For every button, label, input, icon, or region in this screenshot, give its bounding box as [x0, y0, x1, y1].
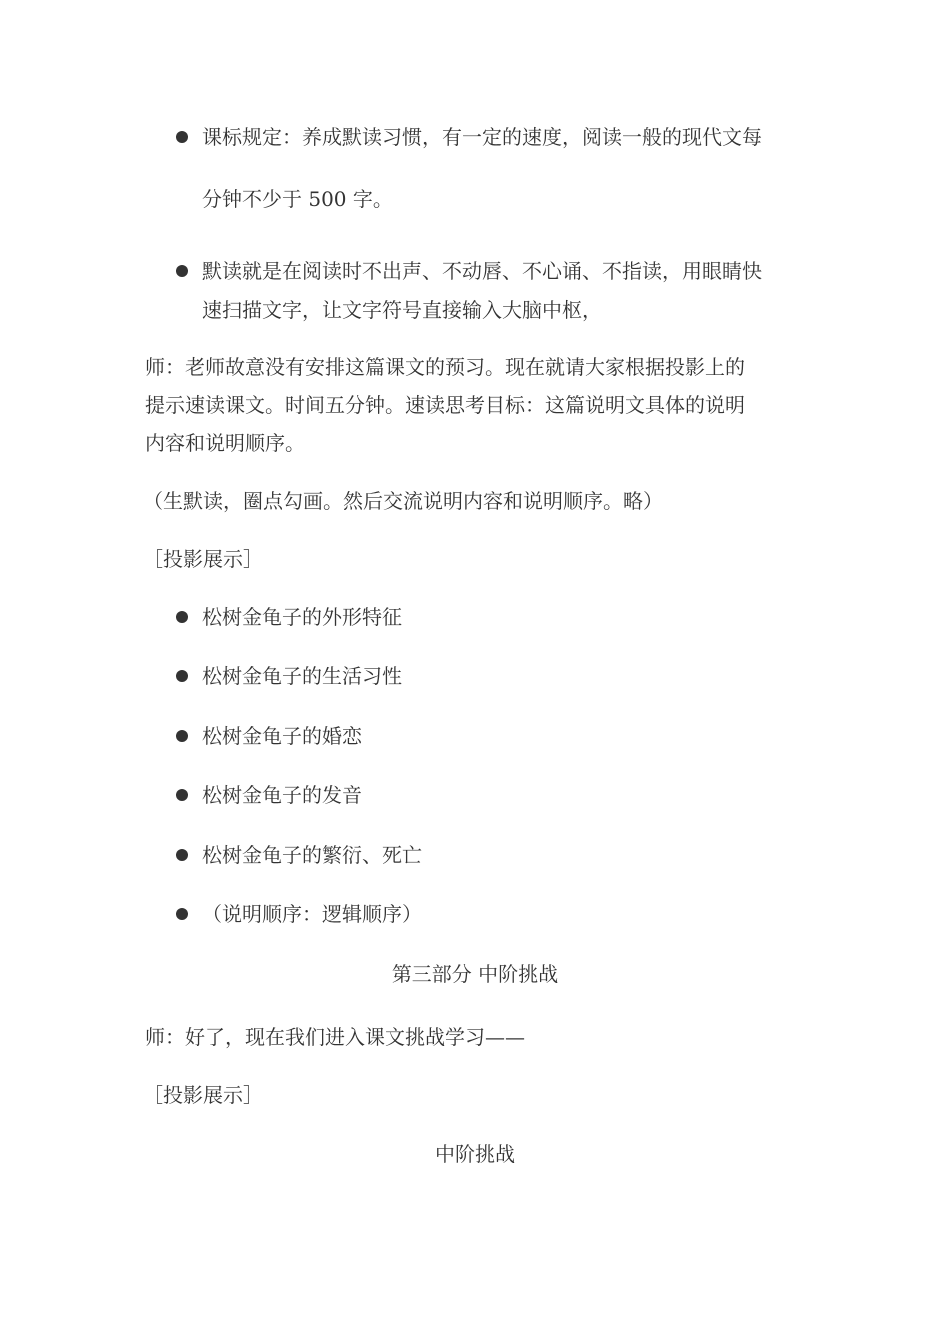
list-item: （说明顺序：逻辑顺序） — [202, 902, 422, 926]
list-item: 松树金龟子的繁衍、死亡 — [202, 843, 422, 867]
list-item: 松树金龟子的外形特征 — [202, 605, 402, 629]
teacher-paragraph-line: 师：老师故意没有安排这篇课文的预习。现在就请大家根据投影上的 — [145, 355, 745, 379]
projection-label: ［投影展示］ — [143, 1083, 263, 1107]
teacher-paragraph-line: 师：好了，现在我们进入课文挑战学习—— — [145, 1025, 525, 1049]
bullet-dot — [176, 265, 188, 277]
section-heading: 第三部分 中阶挑战 — [391, 962, 559, 986]
bullet-dot — [176, 908, 188, 920]
list-item: 松树金龟子的婚恋 — [202, 724, 362, 748]
list-item: 松树金龟子的生活习性 — [202, 664, 402, 688]
bullet-text: 课标规定：养成默读习惯，有一定的速度，阅读一般的现代文每 — [202, 125, 762, 149]
student-note: （生默读，圈点勾画。然后交流说明内容和说明顺序。略） — [143, 489, 663, 513]
sub-heading: 中阶挑战 — [435, 1142, 515, 1166]
bullet-text: 分钟不少于 500 字。 — [202, 187, 393, 211]
bullet-dot — [176, 730, 188, 742]
teacher-paragraph-line: 内容和说明顺序。 — [145, 431, 305, 455]
bullet-dot — [176, 789, 188, 801]
projection-label: ［投影展示］ — [143, 547, 263, 571]
bullet-dot — [176, 611, 188, 623]
bullet-dot — [176, 849, 188, 861]
list-item: 松树金龟子的发音 — [202, 783, 362, 807]
bullet-dot — [176, 670, 188, 682]
bullet-dot — [176, 131, 188, 143]
teacher-paragraph-line: 提示速读课文。时间五分钟。速读思考目标：这篇说明文具体的说明 — [145, 393, 745, 417]
bullet-text: 速扫描文字，让文字符号直接输入大脑中枢， — [202, 298, 602, 322]
bullet-text: 默读就是在阅读时不出声、不动唇、不心诵、不指读，用眼睛快 — [202, 259, 762, 283]
